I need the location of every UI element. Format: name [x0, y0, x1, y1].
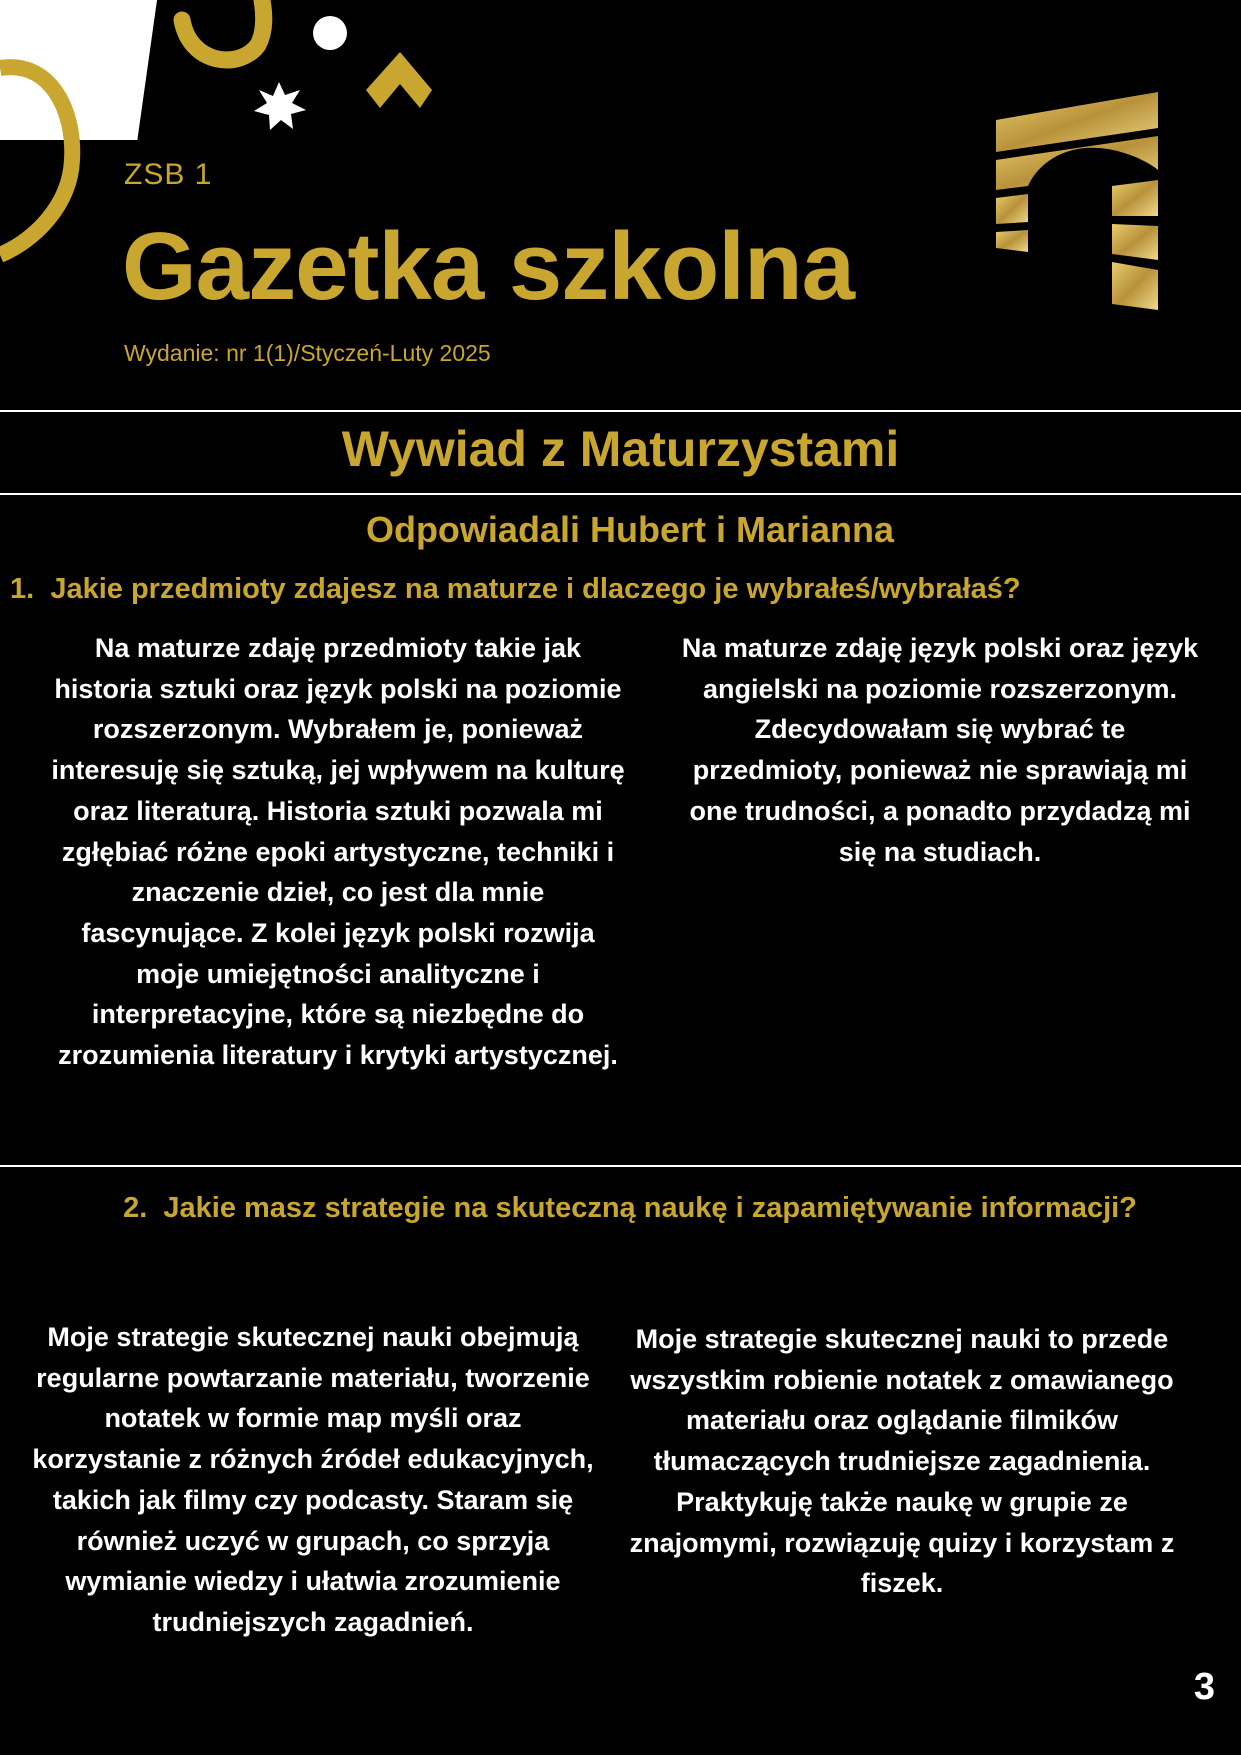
page-number: 3 — [1193, 1666, 1215, 1708]
white-dot-shape — [313, 16, 347, 50]
divider — [0, 493, 1241, 495]
answer-marianna-1: Na maturze zdaję język polski oraz język angielski na poziomie rozszerzonym. Zdecydowałam się wybrać te przedmioty, ponieważ nie sprawiają mi one trudności, a ponadto przydadzą mi się na studiach. — [681, 633, 1199, 867]
question-number: 2. — [123, 1192, 148, 1224]
question-text: Jakie przedmioty zdajesz na maturze i dlaczego je wybrałeś/wybrałaś? — [50, 573, 1021, 605]
edition-info: Wydanie: nr 1(1)/Styczeń-Luty 2025 — [124, 340, 491, 366]
question-1 — [10, 573, 1241, 606]
answer-hubert-1: Na maturze zdaję przedmioty takie jak historia sztuki oraz język polski na poziomie rozszerzonym. Wybrałem je, ponieważ interesuję się sztuką, jej wpływem na kulturę oraz literaturą. Historia sztuki pozwala mi zgłębiać różne epoki artystyczne, techniki i znaczenie dzieł, co jest dla mnie fascynujące. Z kolei język polski rozwija moje umiejętności analityczne i interpretacyjne, które są niezbędne do zrozumienia literatury i krytyki artystycznej. — [51, 633, 625, 1071]
gold-chevron-shape — [366, 52, 432, 108]
question-text: Jakie masz strategie na skuteczną naukę i zapamiętywanie informacji? — [163, 1192, 1137, 1224]
question-number: 1. — [10, 573, 35, 605]
question-2 — [90, 1185, 1170, 1231]
answer-hubert-2: Moje strategie skutecznej nauki obejmują regularne powtarzanie materiału, tworzenie notatek w formie map myśli oraz korzystanie z różnych źródeł edukacyjnych, takich jak filmy czy podcasty. Staram się również uczyć w grupach, co sprzyja wymianie wiedzy i ułatwia zrozumienie trudniejszych zagadnień. — [32, 1322, 594, 1637]
school-name: ZSB 1 — [124, 158, 213, 191]
gold-hook-shape — [182, 0, 264, 60]
divider — [0, 1165, 1241, 1167]
school-logo-icon — [996, 90, 1162, 310]
section-title: Wywiad z Maturzystami — [341, 421, 900, 477]
gold-ring-shape — [0, 67, 72, 255]
section-subtitle: Odpowiadali Hubert i Marianna — [365, 509, 895, 550]
newspaper-title: Gazetka szkolna — [122, 213, 854, 320]
divider — [0, 410, 1241, 412]
white-star-shape — [254, 82, 306, 130]
answer-marianna-2: Moje strategie skutecznej nauki to przede wszystkim robienie notatek z omawianego materiału oraz oglądanie filmików tłumaczących trudniejsze zagadnienia. Praktykuję także naukę w grupie ze znajomymi, rozwiązuję quizy i korzystam z fiszek. — [629, 1324, 1175, 1599]
